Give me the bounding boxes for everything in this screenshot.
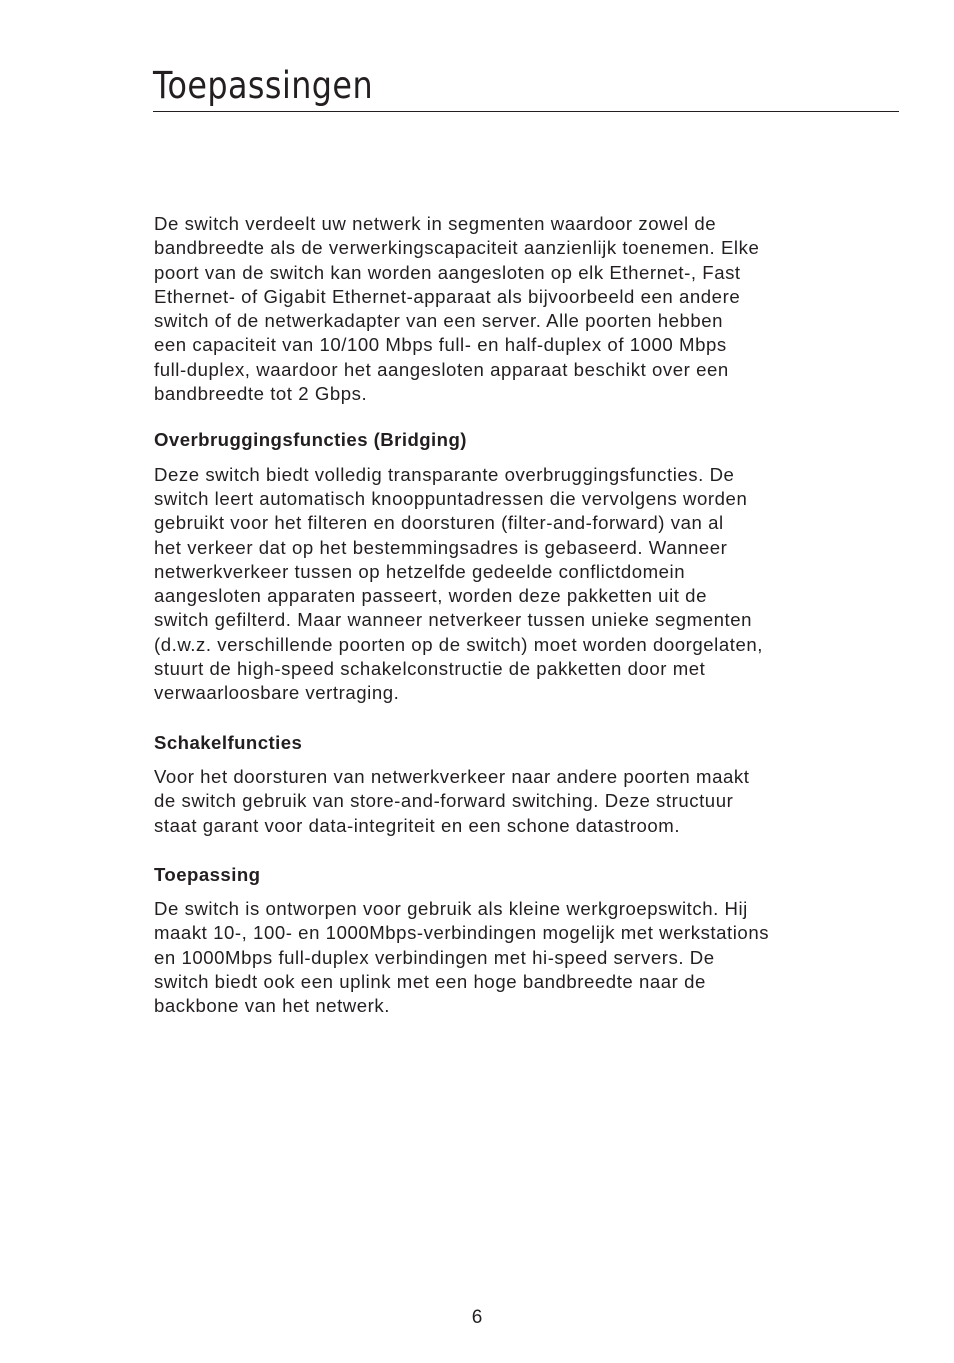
paragraph-line: netwerkverkeer tussen op hetzelfde gedeelde conflictdomein [154, 560, 686, 582]
paragraph-line: De switch is ontworpen voor gebruik als kleine werkgroepswitch. Hij [154, 898, 748, 920]
paragraph-line: backbone van het netwerk. [154, 995, 390, 1017]
paragraph-line: een capaciteit van 10/100 Mbps full- en half-duplex of 1000 Mbps [154, 334, 727, 356]
section-heading-application: Toepassing [154, 863, 261, 885]
intro-paragraph [154, 212, 874, 406]
paragraph-line: Voor het doorsturen van netwerkverkeer naar andere poorten maakt [154, 765, 750, 787]
paragraph-line: de switch gebruik van store-and-forward switching. Deze structuur [154, 790, 734, 812]
paragraph-line: gebruikt voor het filteren en doorsturen (filter-and-forward) van al [154, 512, 724, 534]
paragraph-line: aangesloten apparaten passeert, worden deze pakketten uit de [154, 585, 707, 607]
section-paragraph-bridging [154, 463, 874, 706]
paragraph-line: stuurt de high-speed schakelconstructie de pakketten door met [154, 658, 706, 680]
section-paragraph-application [154, 897, 874, 1018]
paragraph-line: Deze switch biedt volledig transparante overbruggingsfuncties. De [154, 463, 735, 485]
paragraph-line: full-duplex, waardoor het aangesloten apparaat beschikt over een [154, 358, 729, 380]
paragraph-line: het verkeer dat op het bestemmingsadres is gebaseerd. Wanneer [154, 536, 728, 558]
title-divider [153, 111, 899, 112]
section-heading-switching: Schakelfuncties [154, 731, 303, 753]
paragraph-line: switch of de netwerkadapter van een server. Alle poorten hebben [154, 310, 724, 332]
paragraph-line: (d.w.z. verschillende poorten op de switch) moet worden doorgelaten, [154, 633, 763, 655]
paragraph-line: bandbreedte tot 2 Gbps. [154, 383, 368, 405]
paragraph-line: Ethernet- of Gigabit Ethernet-apparaat als bijvoorbeeld een andere [154, 285, 741, 307]
paragraph-line: switch biedt ook een uplink met een hoge bandbreedte naar de [154, 971, 706, 993]
section-heading-bridging: Overbruggingsfuncties (Bridging) [154, 429, 467, 451]
page-title: Toepassingen [153, 64, 374, 107]
section-paragraph-switching [154, 765, 874, 838]
paragraph-line: staat garant voor data-integriteit en een schone datastroom. [154, 814, 681, 836]
paragraph-line: maakt 10-, 100- en 1000Mbps-verbindingen mogelijk met werkstations [154, 922, 770, 944]
page-number: 6 [471, 1307, 483, 1328]
paragraph-line: poort van de switch kan worden aangesloten op elk Ethernet-, Fast [154, 261, 741, 283]
paragraph-line: switch leert automatisch knooppuntadressen die vervolgens worden [154, 487, 748, 509]
page-content [154, 212, 874, 1019]
paragraph-line: De switch verdeelt uw netwerk in segmenten waardoor zowel de [154, 213, 717, 234]
paragraph-line: switch gefilterd. Maar wanneer netverkeer tussen unieke segmenten [154, 609, 752, 631]
paragraph-line: verwaarloosbare vertraging. [154, 682, 400, 704]
paragraph-line: en 1000Mbps full-duplex verbindingen met hi-speed servers. De [154, 946, 715, 968]
paragraph-line: bandbreedte als de verwerkingscapaciteit aanzienlijk toenemen. Elke [154, 237, 760, 259]
